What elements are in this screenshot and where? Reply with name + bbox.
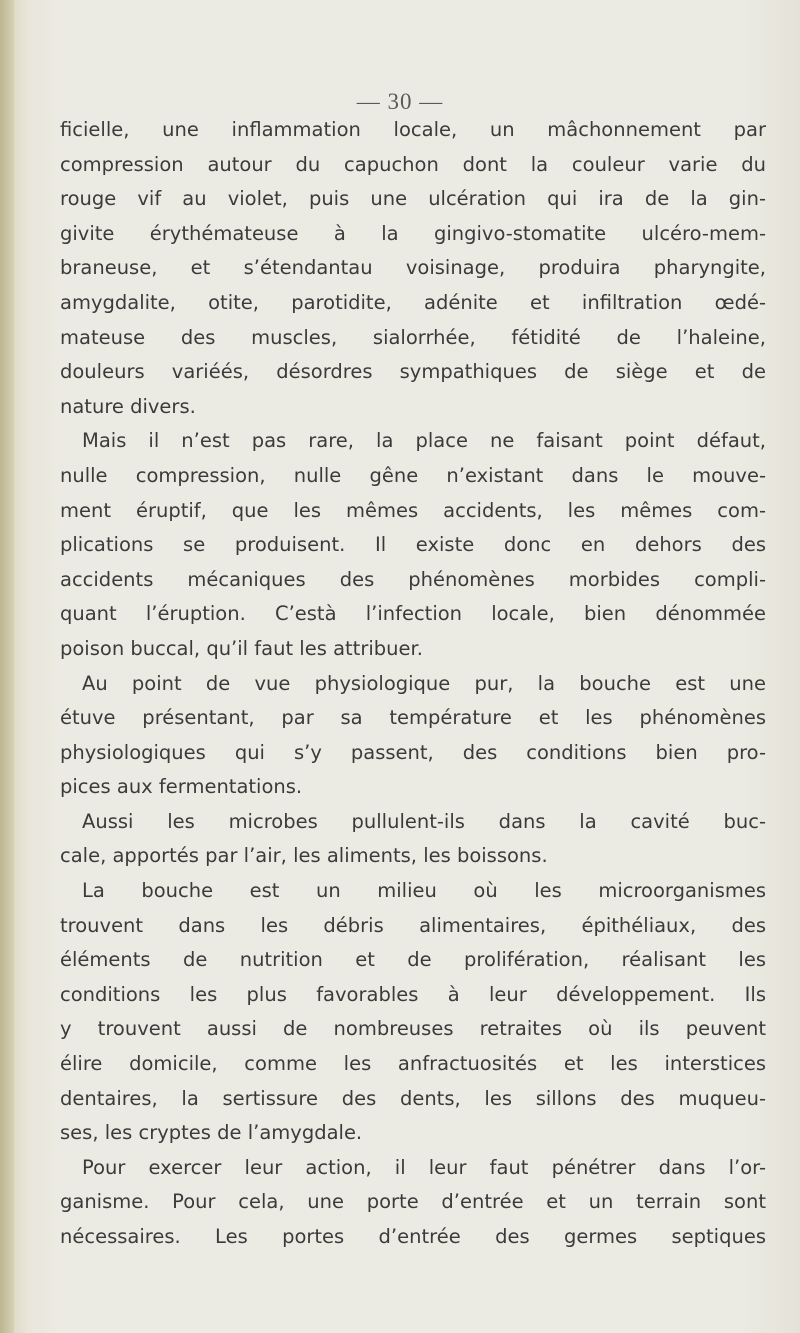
text-line: douleurs variéés, désordres sympathiques de siège et de: [60, 360, 766, 384]
text-line: nécessaires. Les portes d’entrée des germes septiques: [60, 1225, 766, 1248]
text-line: nature divers.: [60, 394, 196, 418]
text-line: plications se produisent. Il existe donc en dehors des: [60, 533, 766, 557]
text-line: conditions les plus favorables à leur développement. Ils: [60, 982, 766, 1006]
text-line: trouvent dans les débris alimentaires, épithéliaux, des: [60, 913, 766, 937]
text-line: éléments de nutrition et de prolifération, réalisant les: [60, 948, 766, 972]
text-line: dentaires, la sertissure des dents, les sillons des muqueu-: [60, 1086, 766, 1110]
text-line: élire domicile, comme les anfractuosités et les interstices: [60, 1052, 766, 1076]
text-line: ment éruptif, que les mêmes accidents, les mêmes com-: [60, 498, 766, 522]
text-line: physiologiques qui s’y passent, des conditions bien pro-: [60, 740, 766, 764]
text-line: La bouche est un milieu où les microorganismes: [82, 879, 766, 903]
text-line: compression autour du capuchon dont la couleur varie du: [60, 152, 766, 176]
text-line: ficielle, une inflammation locale, un mâchonnement par: [60, 118, 766, 141]
text-line: poison buccal, qu’il faut les attribuer.: [60, 636, 423, 660]
text-line: Au point de vue physiologique pur, la bouche est une: [82, 671, 766, 695]
text-line: Mais il n’est pas rare, la place ne faisant point défaut,: [82, 429, 766, 453]
text-line: accidents mécaniques des phénomènes morbides compli-: [60, 567, 766, 591]
text-line: cale, apportés par l’air, les aliments, les boissons.: [60, 844, 548, 868]
text-line: ganisme. Pour cela, une porte d’entrée et un terrain sont: [60, 1190, 766, 1214]
text-line: mateuse des muscles, sialorrhée, fétidité de l’haleine,: [60, 325, 766, 349]
text-line: givite érythémateuse à la gingivo-stomatite ulcéro-mem-: [60, 221, 766, 245]
text-line: braneuse, et s’étendantau voisinage, produira pharyngite,: [60, 256, 766, 280]
text-line: y trouvent aussi de nombreuses retraites où ils peuvent: [60, 1017, 766, 1041]
text-line: rouge vif au violet, puis une ulcération qui ira de la gin-: [60, 187, 766, 211]
text-line: amygdalite, otite, parotidite, adénite et infiltration œdé-: [60, 290, 766, 314]
body-text: [60, 113, 766, 1255]
text-line: Pour exercer leur action, il leur faut pénétrer dans l’or-: [82, 1155, 766, 1179]
text-line: pices aux fermentations.: [60, 775, 303, 799]
text-line: quant l’éruption. C’està l’infection locale, bien dénommée: [60, 602, 766, 626]
text-line: Aussi les microbes pullulent-ils dans la cavité buc-: [82, 809, 766, 833]
text-line: ses, les cryptes de l’amygdale.: [60, 1121, 363, 1145]
text-line: nulle compression, nulle gêne n’existant dans le mouve-: [60, 463, 766, 487]
text-line: étuve présentant, par sa température et les phénomènes: [60, 706, 766, 730]
page-spine-shadow: [0, 0, 14, 1333]
page-number: — 30 —: [356, 89, 444, 114]
